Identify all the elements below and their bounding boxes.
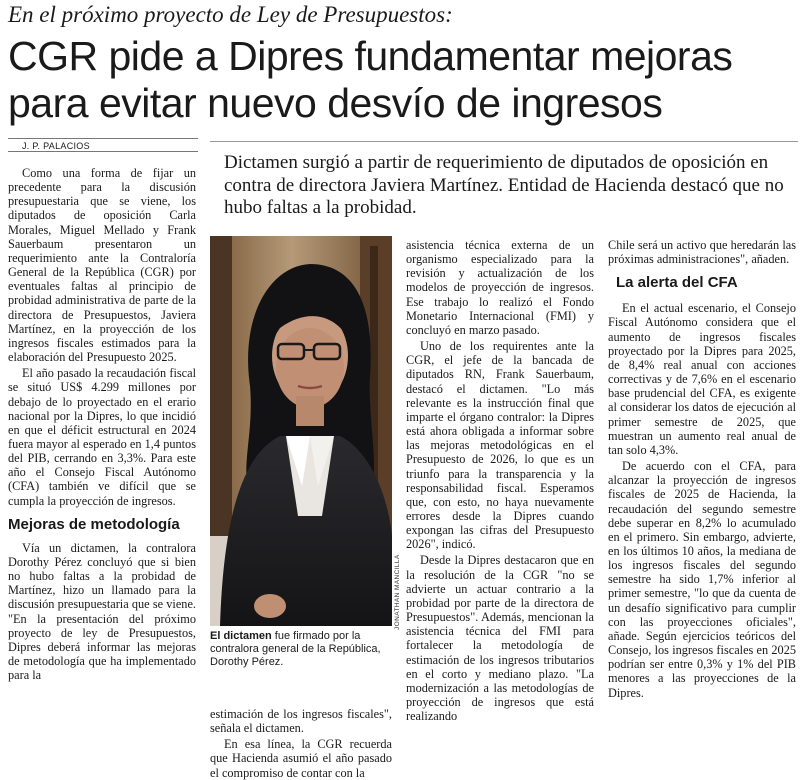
paragraph: El año pasado la recaudación fiscal se situó US$ 4.299 millones por debajo de lo proyectado en el erario nacional por la Dipres, lo que incidió en que el déficit estructural en 2024 fuera mayor al esperado en 1,4 puntos del PIB, cerrando en 3,3%. Para este año el Consejo Fiscal Autónomo (CFA) también ve difícil que se cumpla la proyección de ingresos. bbox=[8, 366, 196, 508]
paragraph: En el actual escenario, el Consejo Fiscal Autónomo considera que el aumento de ingresos fiscales proyectado por la Dipres para 2025, de 8,4% real anual con acciones correctivas y de 7,6% en el escenario base prudencial del CFA, es exigente al considerar los datos de ejecución al primer semestre de 2025, que muestran un aumento real anual de tan solo 4,3%. bbox=[608, 301, 796, 457]
dek-rule bbox=[210, 141, 798, 142]
column-4 bbox=[608, 238, 796, 700]
paragraph: Uno de los requirentes ante la CGR, el jefe de la bancada de diputados RN, Frank Sauerbaum, destacó el dictamen. "Lo más relevante es la instrucción final que imparte el órgano contralor: la Dipres está ahora obligada a informar sobre las mejoras metodológicas en el Presupuesto de 2026, lo que es un triunfo para la transparencia y la responsabilidad fiscal. Esperamos que, con esto, no haya nuevamente errores desde la Dipres cuando expongan las cifras del Presupuesto 2026", indicó. bbox=[406, 339, 594, 552]
byline: J. P. PALACIOS bbox=[8, 138, 198, 152]
subhead-metodologia: Mejoras de metodología bbox=[8, 515, 180, 533]
column-3 bbox=[406, 238, 594, 723]
paragraph: Desde la Dipres destacaron que en la resolución de la CGR "no se advierte un actuar contrario a la probidad por parte de la directora de Presupuestos". Además, mencionan la asistencia técnica del FMI para fortalecer la metodología de estimación de los ingresos tributarios en el corto y mediano plazo. "La modernización a las metodologías de proyección de ingresos que está realizando bbox=[406, 553, 594, 724]
subhead-alerta-cfa: La alerta del CFA bbox=[616, 274, 738, 292]
headline-line-2: para evitar nuevo desvío de ingresos bbox=[8, 80, 663, 126]
portrait-photo bbox=[210, 236, 392, 626]
paragraph: De acuerdo con el CFA, para alcanzar la proyección de ingresos fiscales de 2025 de Hacienda, la recaudación del segundo semestre debe superar en 8,2% lo acumulado en el primero. Sin embargo, advierte, en los últimos 10 años, la mediana de los ingresos fiscales del segundo semestre ha sido 1,7% inferior al primer semestre, "lo que da cuenta de un desafío significativo para cumplir con las proyecciones oficiales", añade. Según ejercicios teóricos del Consejo, los ingresos fiscales en 2025 podrían ser entre 0,3% y 1% del PIB menores a las proyecciones de la Dipres. bbox=[608, 459, 796, 700]
column-1 bbox=[8, 166, 196, 682]
dek: Dictamen surgió a partir de requerimiento de diputados de oposición en contra de directora Javiera Martínez. Entidad de Hacienda destacó que no hubo faltas a la probidad. bbox=[224, 152, 784, 218]
paragraph: Vía un dictamen, la contralora Dorothy Pérez concluyó que si bien no hubo faltas a la probidad de Martínez, hizo un llamado para la discusión presupuestaria que se viene. "En la presentación del próximo proyecto de ley de Presupuestos, Dipres deberá informar las mejoras de metodología que ha implementado para la bbox=[8, 540, 196, 683]
column-2 bbox=[210, 707, 392, 780]
paragraph: En esa línea, la CGR recuerda que Hacienda asumió el año pasado el compromiso de contar con la bbox=[210, 737, 392, 780]
kicker: En el próximo proyecto de Ley de Presupuestos: bbox=[8, 2, 453, 27]
caption-text: fue firmado por la contralora general de la República, Dorothy Pérez. bbox=[210, 630, 381, 668]
photo-credit: JONATHAN MANCILLA bbox=[394, 554, 401, 630]
paragraph: Como una forma de fijar un precedente para la discusión presupuestaria que se viene, los diputados de oposición Carla Morales, Miguel Mellado y Frank Sauerbaum presentaron un requerimiento ante la Contraloría General de la República (CGR) por eventuales faltas al principio de probidad administrativa de parte de la directora de Presupuestos, Javiera Martínez, en la proyección de los ingresos fiscales estimados para la elaboración del Presupuesto 2025. bbox=[8, 166, 196, 365]
headline bbox=[8, 33, 798, 127]
caption-lead: El dictamen bbox=[210, 630, 272, 642]
paragraph: Chile será un activo que heredarán las próximas administraciones", añaden. bbox=[608, 238, 796, 267]
paragraph: estimación de los ingresos fiscales", señala el dictamen. bbox=[210, 707, 392, 736]
paragraph: asistencia técnica externa de un organismo especializado para la revisión y actualización de los modelos de proyección de ingresos. Ese trabajo lo realizó el Fondo Monetario Internacional (FMI) y concluyó en marzo pasado. bbox=[406, 238, 594, 337]
photo-caption bbox=[210, 630, 392, 669]
headline-line-1: CGR pide a Dipres fundamentar mejoras bbox=[8, 33, 733, 79]
